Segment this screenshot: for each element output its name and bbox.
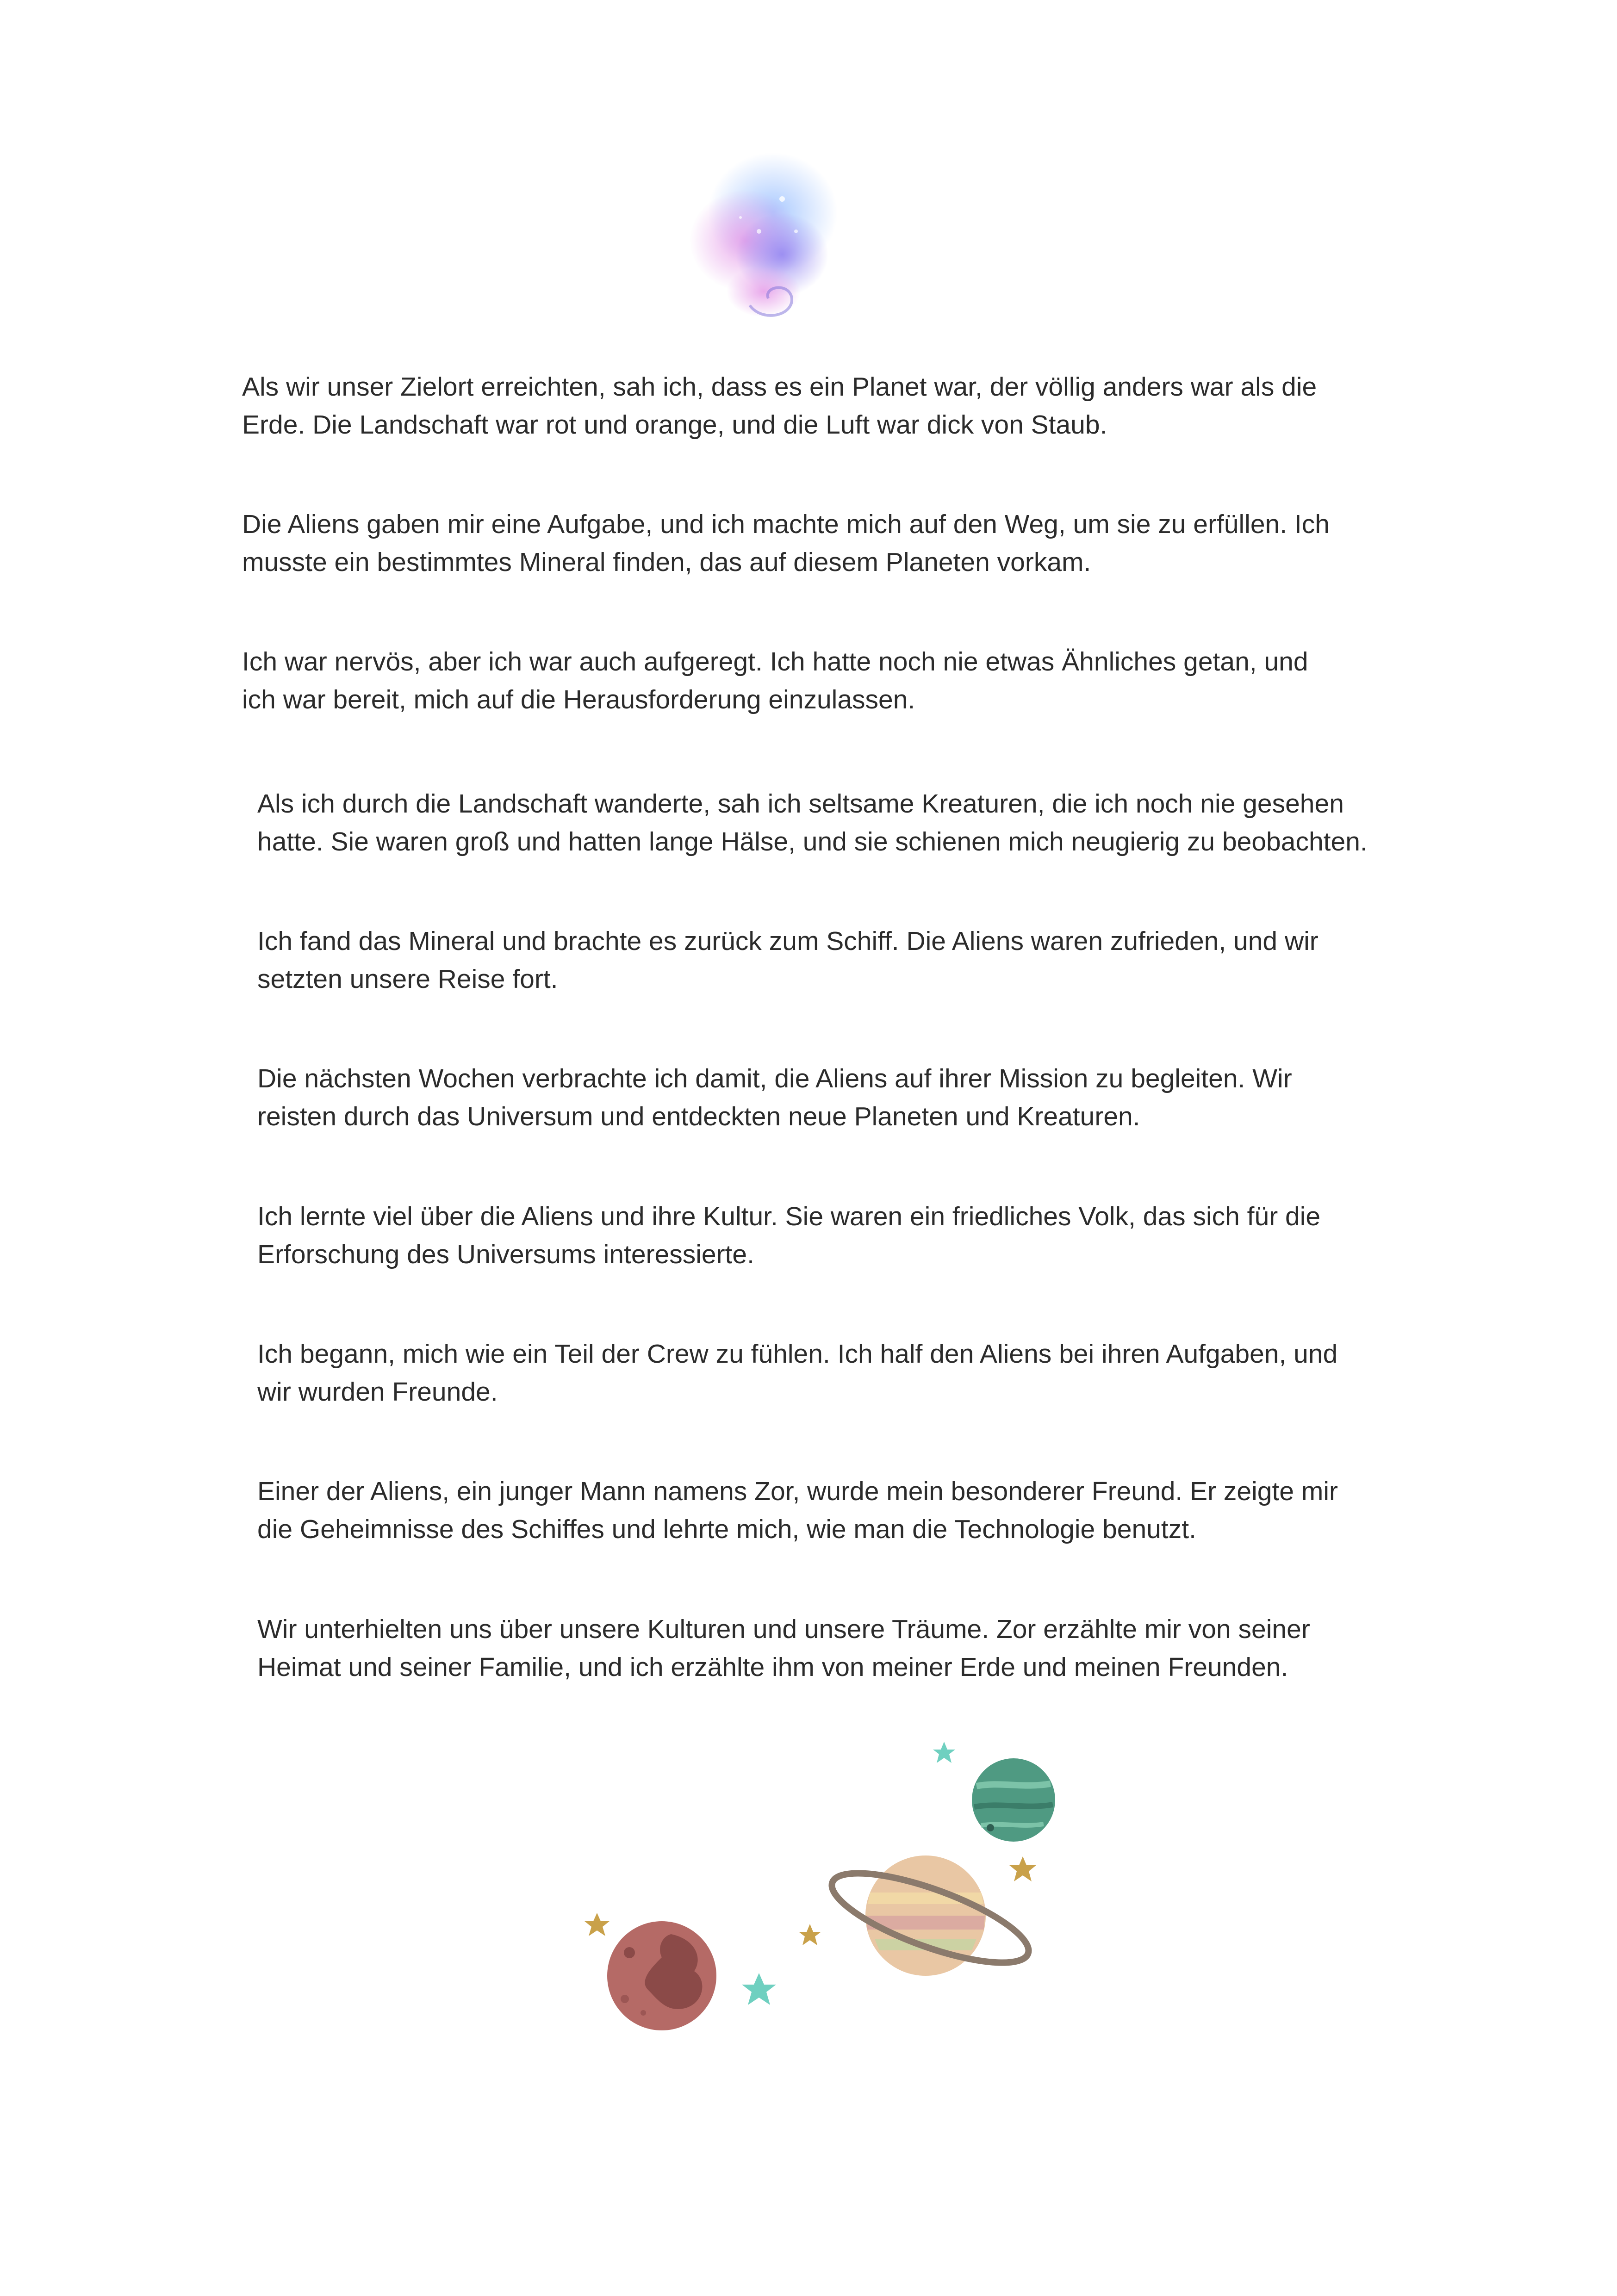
story-paragraph-10: Wir unterhielten uns über unsere Kulturen und unsere Träume. Zor erzählte mir von seiner Heimat und seiner Familie, und ich erzählte ihm von meiner Erde und meinen Freunden. [257, 1614, 1310, 1682]
star-icon [742, 1973, 776, 2005]
story-paragraph-2: Die Aliens gaben mir eine Aufgabe, und ich machte mich auf den Weg, um sie zu erfüllen. Ich musste ein bestimmtes Mineral finden, das auf diesem Planeten vorkam. [242, 509, 1330, 577]
star-icon [799, 1924, 821, 1945]
story-paragraph-4: Als ich durch die Landschaft wanderte, sah ich seltsame Kreaturen, die ich noch nie gesehen hatte. Sie waren groß und hatten lange Hälse, und sie schienen mich neugierig zu beobachten. [257, 789, 1368, 856]
story-paragraph-8: Ich begann, mich wie ein Teil der Crew zu fühlen. Ich half den Aliens bei ihren Aufgaben, und wir wurden Freunde. [257, 1339, 1338, 1407]
story-paragraph-5: Ich fand das Mineral und brachte es zurück zum Schiff. Die Aliens waren zufrieden, und wir setzten unsere Reise fort. [257, 926, 1318, 994]
story-paragraph-7: Ich lernte viel über die Aliens und ihre Kultur. Sie waren ein friedliches Volk, das sich für die Erforschung des Universums interessierte. [257, 1202, 1321, 1269]
green-planet-icon [972, 1758, 1055, 1842]
story-paragraph-3: Ich war nervös, aber ich war auch aufgeregt. Ich hatte noch nie etwas Ähnliches getan, und ich war bereit, mich auf die Herausforderung einzulassen. [242, 647, 1308, 714]
star-icon [933, 1742, 955, 1763]
story-paragraph-9: Einer der Aliens, ein junger Mann namens Zor, wurde mein besonderer Freund. Er zeigte mir die Geheimnisse des Schiffes und lehrte mich, wie man die Technologie benutzt. [257, 1477, 1338, 1544]
mars-planet-icon [607, 1921, 716, 2030]
story-paragraph-1: Als wir unser Zielort erreichten, sah ich, dass es ein Planet war, der völlig anders war als die Erde. Die Landschaft war rot und orange, und die Luft war dick von Staub. [242, 372, 1317, 440]
story-paragraph-6: Die nächsten Wochen verbrachte ich damit, die Aliens auf ihrer Mission zu begleiten. Wir reisten durch das Universum und entdeckten neue Planeten und Kreaturen. [257, 1064, 1292, 1131]
nebula-illustration [676, 139, 852, 333]
star-icon [1009, 1856, 1036, 1881]
saturn-planet-icon [822, 1855, 1038, 1980]
planets-illustration [555, 1740, 1064, 2041]
star-icon [585, 1913, 609, 1936]
